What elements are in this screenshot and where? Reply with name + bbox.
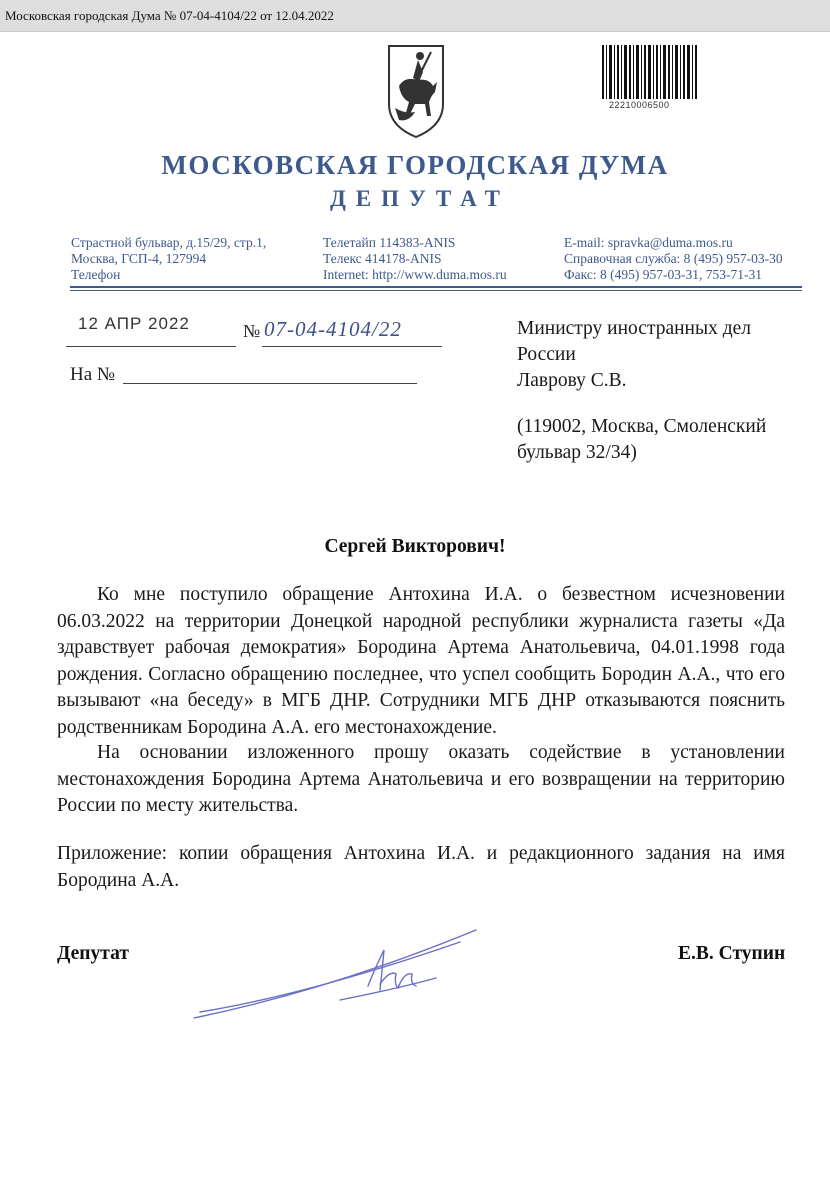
website-line: Internet: http://www.duma.mos.ru xyxy=(323,267,507,282)
organization-title: МОСКОВСКАЯ ГОРОДСКАЯ ДУМА xyxy=(161,150,669,180)
position-title: ДЕПУТАТ xyxy=(329,186,511,211)
addressee-name: Лаврову С.В. xyxy=(517,370,627,391)
document-title-bar xyxy=(0,0,830,32)
letter-paragraph: На основании изложенного прошу оказать содействие в установлении местонахождения Бородина Артема Анатольевича и его возвращении на территорию России по месту жительства. xyxy=(57,742,785,816)
attachment-note: Приложение: копии обращения Антохина И.А. и редакционного задания на имя Бородина А.А. xyxy=(57,843,785,891)
postal-address xyxy=(71,235,266,283)
letterhead-divider xyxy=(70,290,802,291)
telecom-info xyxy=(323,235,507,283)
help-desk-line: Справочная служба: 8 (495) 957-03-30 xyxy=(564,251,783,266)
teletype-line: Телетайп 114383-ANIS xyxy=(323,235,456,250)
reply-to-underline xyxy=(123,383,417,384)
address-line: Страстной бульвар, д.15/29, стр.1, xyxy=(71,235,267,250)
moscow-coat-of-arms-icon xyxy=(385,42,447,140)
registration-number: 07-04-4104/22 xyxy=(264,317,402,341)
addressee-address: (119002, Москва, Смоленский xyxy=(517,416,767,437)
address-line: Москва, ГСП-4, 127994 xyxy=(71,251,207,266)
date-underline xyxy=(66,346,236,347)
document-title: Московская городская Дума № 07-04-4104/22 от 12.04.2022 xyxy=(5,8,334,23)
addressee-address: бульвар 32/34) xyxy=(517,442,637,463)
barcode-number: 22210006500 xyxy=(609,100,670,110)
barcode xyxy=(600,43,700,101)
letterhead-divider xyxy=(70,286,802,288)
signatory-title: Депутат xyxy=(57,943,129,964)
number-sign: № xyxy=(243,321,261,341)
number-underline xyxy=(262,346,442,347)
handwritten-signature xyxy=(190,920,480,1020)
reply-to-label: На № xyxy=(70,364,116,385)
date-stamp: 12 АПР 2022 xyxy=(78,314,190,333)
letter-paragraph: Ко мне поступило обращение Антохина И.А. о безвестном исчезновении 06.03.2022 на территории Донецкой народной республики журналиста газеты «Да здравствует рабочая демократия» Бородина Артема Анатольевича, 04.01.1998 года рождения. Согласно обращению последнее, что успел сообщить Бородин А.А., что его вызывают «на беседу» в МГБ ДНР. Сотрудники МГБ ДНР отказываются пояснить родственникам Бородина А.А. его местонахождение. xyxy=(57,584,785,738)
signatory-name: Е.В. Ступин xyxy=(678,943,786,964)
telex-line: Телекс 414178-ANIS xyxy=(323,251,442,266)
salutation: Сергей Викторович! xyxy=(324,536,506,557)
contact-info xyxy=(564,235,783,283)
addressee-country: России xyxy=(517,344,576,365)
email-line: E-mail: spravka@duma.mos.ru xyxy=(564,235,733,250)
fax-line: Факс: 8 (495) 957-03-31, 753-71-31 xyxy=(564,267,762,282)
address-line: Телефон xyxy=(71,267,121,282)
addressee-title: Министру иностранных дел xyxy=(517,318,752,339)
